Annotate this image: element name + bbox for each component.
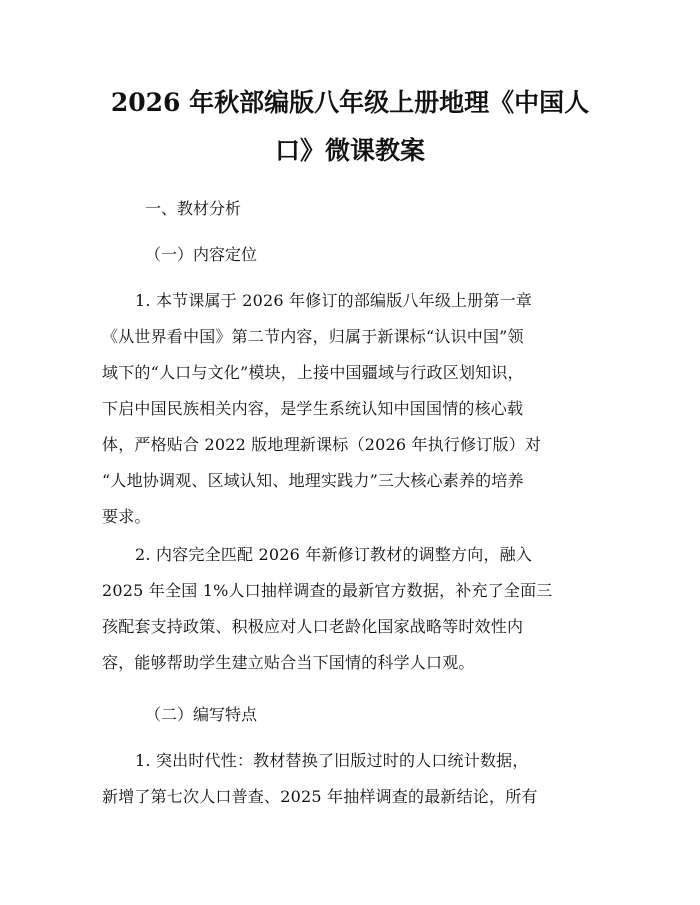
subsection-heading-content-positioning: （一）内容定位 <box>145 245 258 264</box>
paragraph-3 <box>102 743 602 815</box>
section-heading-textbook-analysis: 一、教材分析 <box>145 199 242 218</box>
paragraph-line: 域下的“人口与文化”模块，上接中国疆域与行政区划知识， <box>102 363 524 382</box>
paragraph-line: 《从世界看中国》第二节内容，归属于新课标“认识中国”领 <box>102 327 524 346</box>
paragraph-line: 2025 年全国 1%人口抽样调查的最新官方数据，补充了全面三 <box>102 581 553 600</box>
paragraph-line: “人地协调观、区域认知、地理实践力”三大核心素养的培养 <box>102 471 524 490</box>
paragraph-line: 1. 本节课属于 2026 年修订的部编版八年级上册第一章 <box>135 291 533 310</box>
document-title-line-2: 口》微课教案 <box>274 136 425 165</box>
subsection-heading-writing-features: （二）编写特点 <box>145 705 258 724</box>
paragraph-line: 新增了第七次人口普查、2025 年抽样调查的最新结论，所有 <box>102 787 538 806</box>
paragraph-line: 体，严格贴合 2022 版地理新课标（2026 年执行修订版）对 <box>102 435 542 454</box>
paragraph-line: 要求。 <box>102 507 151 526</box>
paragraph-line: 容，能够帮助学生建立贴合当下国情的科学人口观。 <box>102 653 475 672</box>
paragraph-2 <box>102 537 602 681</box>
paragraph-line: 1. 突出时代性：教材替换了旧版过时的人口统计数据， <box>135 751 529 770</box>
paragraph-1 <box>102 283 602 535</box>
paragraph-line: 下启中国民族相关内容，是学生系统认知中国国情的核心载 <box>102 399 524 418</box>
document-title-line-1: 2026 年秋部编版八年级上册地理《中国人 <box>110 88 590 117</box>
paragraph-line: 孩配套支持政策、积极应对人口老龄化国家战略等时效性内 <box>102 617 524 636</box>
paragraph-line: 2. 内容完全匹配 2026 年新修订教材的调整方向，融入 <box>135 545 533 564</box>
